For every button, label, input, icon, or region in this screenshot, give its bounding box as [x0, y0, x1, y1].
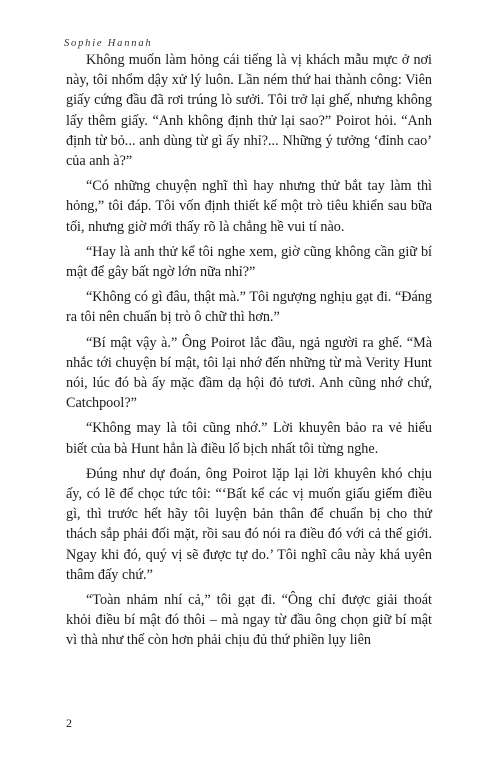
- paragraph: Không muốn làm hỏng cái tiếng là vị khách mẫu mực ở nơi này, tôi nhổm dậy xử lý luôn. Lần ném thứ hai thành công: Viên giấy cứng đầu đã rơi trúng lò sưởi. Tôi trở lại ghế, nhưng không lấy thêm giấy. “Anh không định thử lại sao?” Poirot hỏi. “Anh định từ bỏ... anh dùng từ gì ấy nhỉ?... Những ý tưởng ‘đỉnh cao’ của anh à?”: [66, 52, 432, 170]
- page-number: 2: [66, 716, 72, 730]
- paragraph: “Không may là tôi cũng nhớ.” Lời khuyên bảo ra vẻ hiểu biết của bà Hunt hẳn là điều lố bịch nhất tôi từng nghe.: [66, 420, 432, 457]
- body-text: [66, 50, 432, 656]
- paragraph: “Không có gì đâu, thật mà.” Tôi ngượng nghịu gạt đi. “Đáng ra tôi nên chuẩn bị trò ô chữ thì hơn.”: [66, 289, 432, 326]
- paragraph: “Toàn nhảm nhí cả,” tôi gạt đi. “Ông chỉ được giải thoát khỏi điều bí mật đó thôi – mà ngay từ đầu ông chọn giữ bí mật vì thà như thế còn hơn phải chịu đủ thứ phiền lụy liên: [66, 592, 432, 649]
- paragraph: “Có những chuyện nghĩ thì hay nhưng thử bắt tay làm thì hỏng,” tôi đáp. Tôi vốn định thiết kế một trò tiêu khiển sau bữa tối, nhưng giờ mới thấy rõ là chẳng hề vui tí nào.: [66, 178, 432, 235]
- running-head-author: Sophie Hannah: [64, 38, 153, 49]
- paragraph: “Hay là anh thử kể tôi nghe xem, giờ cũng không cần giữ bí mật để gây bất ngờ lớn nữa nhỉ?”: [66, 243, 432, 281]
- paragraph: “Bí mật vậy à.” Ông Poirot lắc đầu, ngả người ra ghế. “Mà nhắc tới chuyện bí mật, tôi lại nhớ đến những từ mà Verity Hunt nói, lúc đó bà ấy mặc đầm dạ hội đỏ tươi. Anh cũng nhớ chứ, Catchpool?”: [66, 334, 432, 412]
- paragraph: Đúng như dự đoán, ông Poirot lặp lại lời khuyên khó chịu ấy, có lẽ để chọc tức tôi: “‘Bất kể các vị muốn giấu giếm điều gì, thì trước hết hãy tôi luyện bản thân để chuẩn bị cho thử thách sắp phải đối mặt, rồi sau đó nói ra điều đó với cả thế giới. Ngay khi đó, quý vị sẽ được tự do.’ Tôi nghĩ câu này khá uyên thâm đấy chứ.”: [66, 465, 432, 583]
